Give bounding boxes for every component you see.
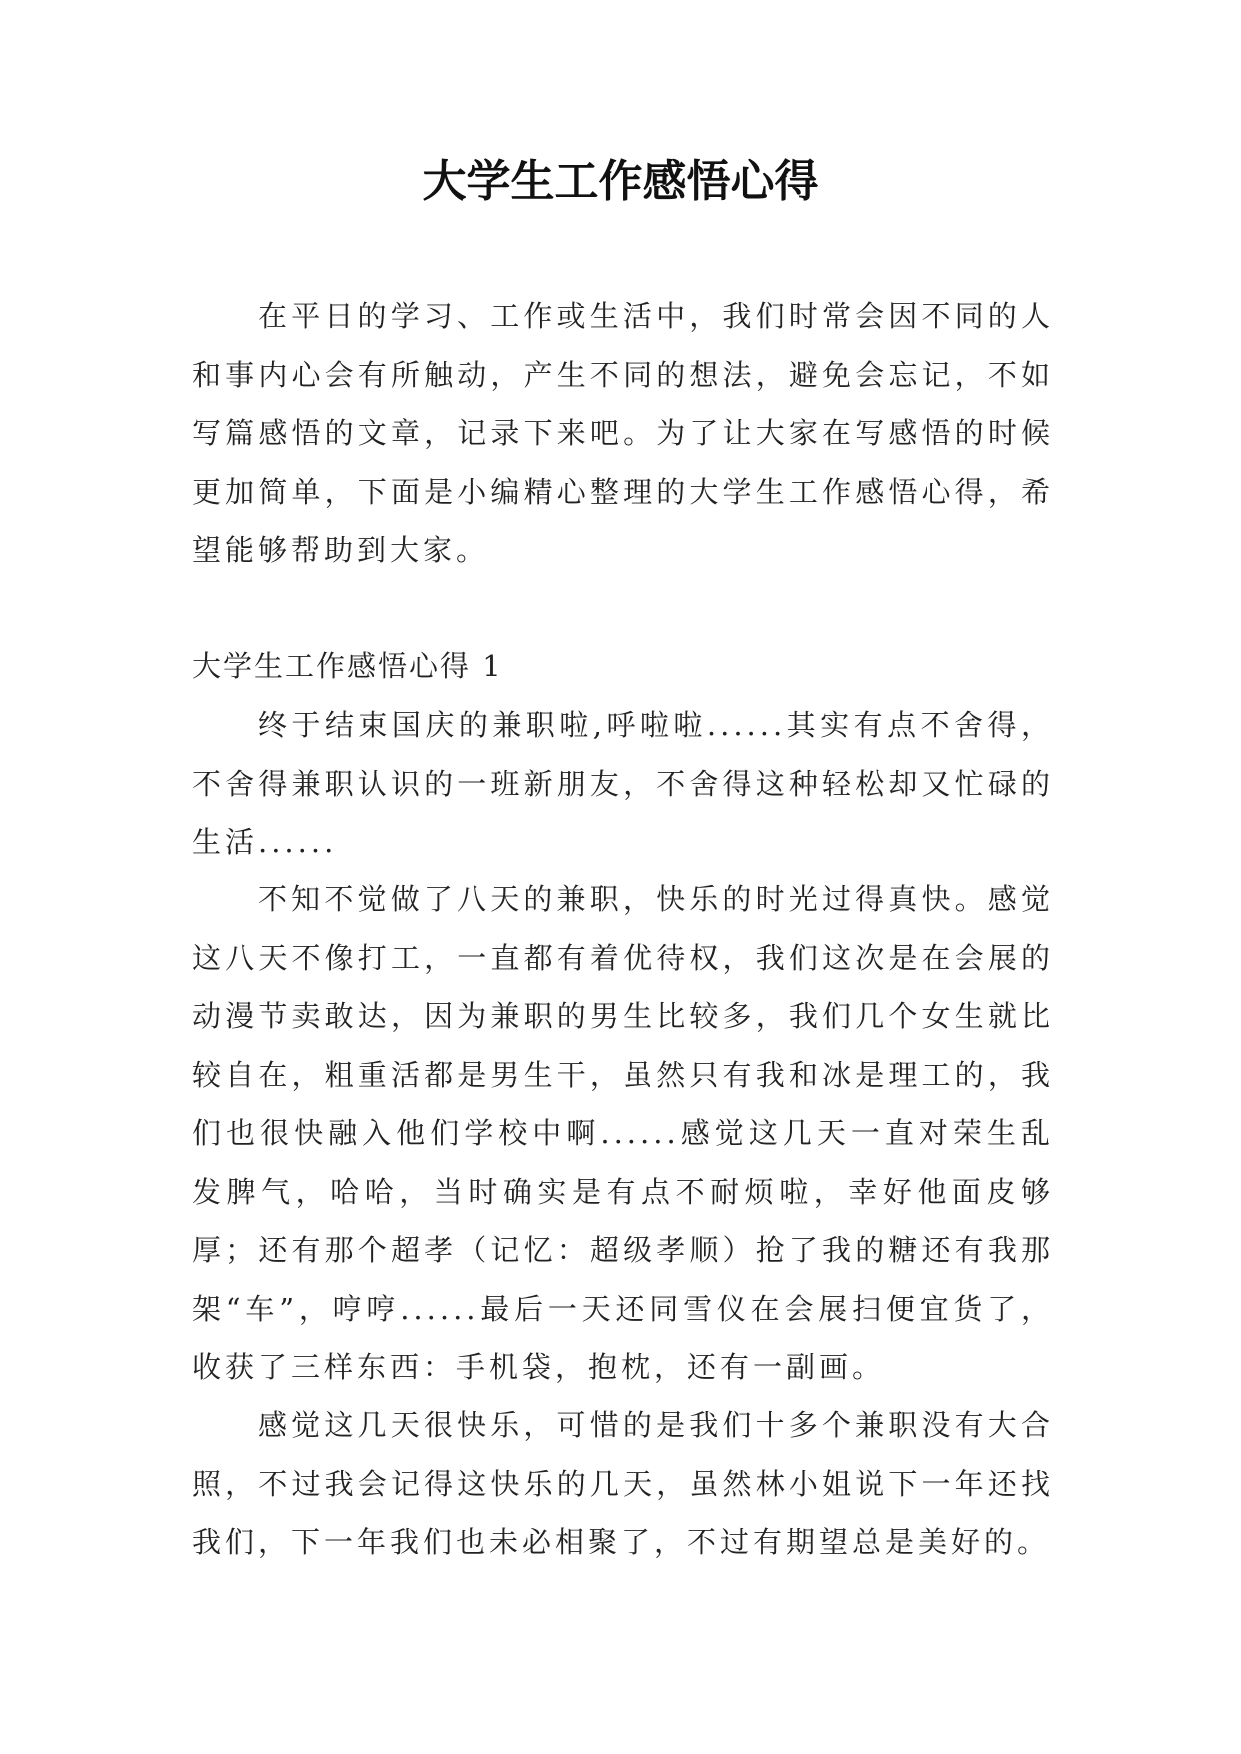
section-paragraph: 终于结束国庆的兼职啦,呼啦啦......其实有点不舍得，不舍得兼职认识的一班新朋友，不舍得这种轻松却又忙碌的生活......	[192, 708, 1054, 859]
intro-paragraph: 在平日的学习、工作或生活中，我们时常会因不同的人和事内心会有所触动，产生不同的想法，避免会忘记，不如写篇感悟的文章，记录下来吧。为了让大家在写感悟的时候更加简单，下面是小编精心整理的大学生工作感悟心得，希望能够帮助到大家。	[192, 299, 1054, 567]
section-paragraph: 不知不觉做了八天的兼职，快乐的时光过得真快。感觉这八天不像打工，一直都有着优待权，我们这次是在会展的动漫节卖敢达，因为兼职的男生比较多，我们几个女生就比较自在，粗重活都是男生干，虽然只有我和冰是理工的，我们也很快融入他们学校中啊......感觉这几天一直对荣生乱发脾气，哈哈，当时确实是有点不耐烦啦，幸好他面皮够厚；还有那个超孝（记忆：超级孝顺）抢了我的糖还有我那架“车”，哼哼......最后一天还同雪仪在会展扫便宜货了，收获了三样东西：手机袋，抱枕，还有一副画。	[192, 882, 1054, 1384]
document-title: 大学生工作感悟心得	[422, 156, 819, 207]
section-heading: 大学生工作感悟心得 1	[192, 649, 503, 683]
section-paragraph: 感觉这几天很快乐，可惜的是我们十多个兼职没有大合照，不过我会记得这快乐的几天，虽然林小姐说下一年还找我们，下一年我们也未必相聚了，不过有期望总是美好的。	[192, 1408, 1054, 1559]
